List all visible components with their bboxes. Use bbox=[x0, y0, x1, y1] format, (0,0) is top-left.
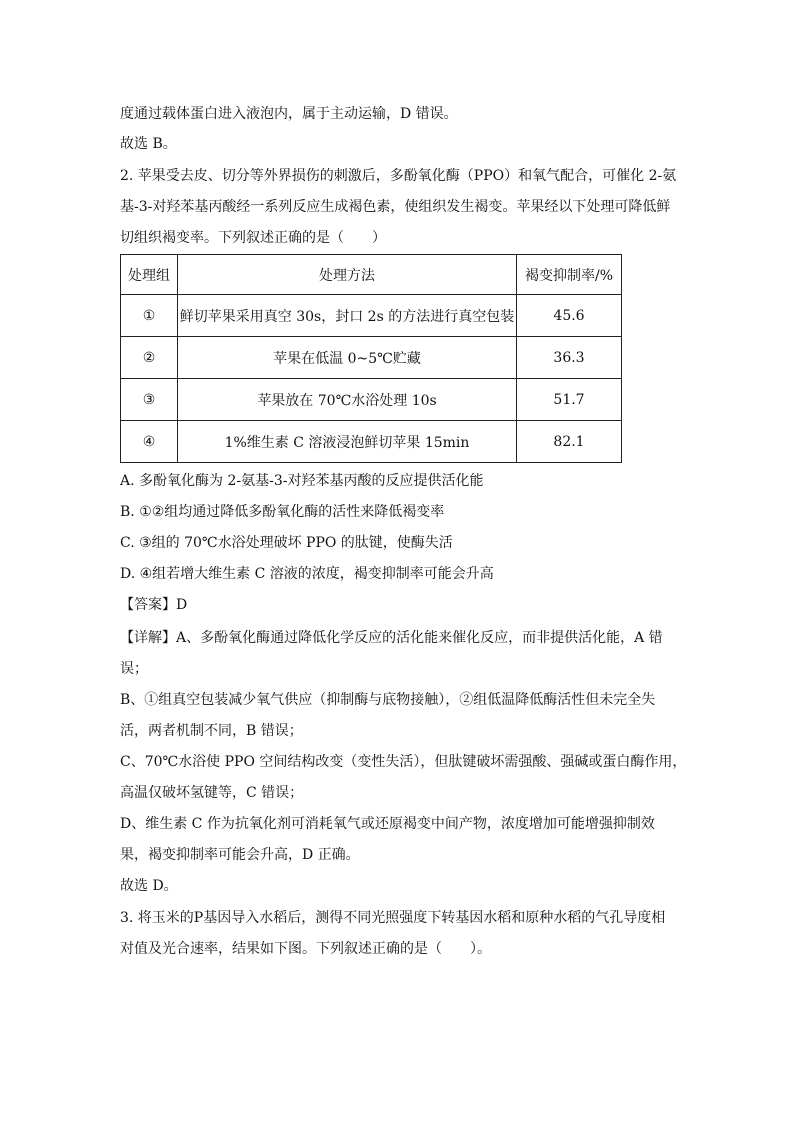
explain-b-line-2: 活，两者机制不同，B 错误； bbox=[120, 723, 303, 739]
treatment-table bbox=[120, 254, 622, 463]
table-cell-group: ④ bbox=[121, 421, 178, 463]
table-header-row bbox=[121, 255, 622, 295]
table-cell-rate: 45.6 bbox=[517, 295, 622, 337]
table-header-method: 处理方法 bbox=[178, 255, 517, 295]
prev-explanation-line: 度通过载体蛋白进入液泡内，属于主动运输，D 错误。 bbox=[120, 106, 458, 122]
table-row bbox=[121, 295, 622, 337]
table-cell-rate: 82.1 bbox=[517, 421, 622, 463]
table-cell-group: ③ bbox=[121, 379, 178, 421]
question-2-line-1: 2. 苹果受去皮、切分等外界损伤的刺激后，多酚氧化酶（PPO）和氧气配合，可催化 2-氨 bbox=[120, 168, 677, 184]
explain-d-line-1: D、维生素 C 作为抗氧化剂可消耗氧气或还原褐变中间产物，浓度增加可能增强抑制效 bbox=[120, 816, 655, 832]
option-a: A. 多酚氧化酶为 2-氨基-3-对羟苯基丙酸的反应提供活化能 bbox=[120, 473, 484, 489]
option-b: B. ①②组均通过降低多酚氧化酶的活性来降低褐变率 bbox=[120, 504, 445, 520]
option-c: C. ③组的 70℃水浴处理破坏 PPO 的肽键，使酶失活 bbox=[120, 535, 453, 551]
explain-b-line-1: B、①组真空包装减少氧气供应（抑制酶与底物接触），②组低温降低酶活性但未完全失 bbox=[120, 692, 656, 708]
answer-line: 【答案】D bbox=[120, 597, 188, 613]
table-row bbox=[121, 379, 622, 421]
explain-d-line-2: 果，褐变抑制率可能会升高，D 正确。 bbox=[120, 847, 360, 863]
table-cell-method: 鲜切苹果采用真空 30s，封口 2s 的方法进行真空包装 bbox=[178, 295, 517, 337]
choose-line: 故选 D。 bbox=[120, 878, 178, 894]
option-d: D. ④组若增大维生素 C 溶液的浓度，褐变抑制率可能会升高 bbox=[120, 566, 494, 582]
table-cell-rate: 51.7 bbox=[517, 379, 622, 421]
question-3-line-1: 3. 将玉米的P基因导入水稻后，测得不同光照强度下转基因水稻和原种水稻的气孔导度相 bbox=[120, 910, 666, 926]
question-2-line-3: 切组织褐变率。下列叙述正确的是（ ） bbox=[120, 230, 386, 246]
prev-choose-line: 故选 B。 bbox=[120, 136, 177, 152]
explain-a-line-2: 误； bbox=[120, 661, 148, 677]
table-cell-method: 1%维生素 C 溶液浸泡鲜切苹果 15min bbox=[178, 421, 517, 463]
explain-a-line-1: 【详解】A、多酚氧化酶通过降低化学反应的活化能来催化反应，而非提供活化能，A 错 bbox=[120, 630, 663, 646]
question-3-line-2: 对值及光合速率，结果如下图。下列叙述正确的是（ ）。 bbox=[120, 941, 491, 957]
explain-c-line-2: 高温仅破坏氢键等，C 错误； bbox=[120, 785, 304, 801]
table-cell-method: 苹果在低温 0~5℃贮藏 bbox=[178, 337, 517, 379]
table-cell-group: ① bbox=[121, 295, 178, 337]
table-cell-method: 苹果放在 70℃水浴处理 10s bbox=[178, 379, 517, 421]
table-cell-rate: 36.3 bbox=[517, 337, 622, 379]
table-row bbox=[121, 337, 622, 379]
table-cell-group: ② bbox=[121, 337, 178, 379]
explain-c-line-1: C、70℃水浴使 PPO 空间结构改变（变性失活），但肽键破坏需强酸、强碱或蛋白酶作用， bbox=[120, 754, 687, 770]
table-row bbox=[121, 421, 622, 463]
table-header-rate: 褐变抑制率/% bbox=[517, 255, 622, 295]
table-header-group: 处理组 bbox=[121, 255, 178, 295]
question-2-line-2: 基-3-对羟苯基丙酸经一系列反应生成褐色素，使组织发生褐变。苹果经以下处理可降低鲜 bbox=[120, 199, 671, 215]
